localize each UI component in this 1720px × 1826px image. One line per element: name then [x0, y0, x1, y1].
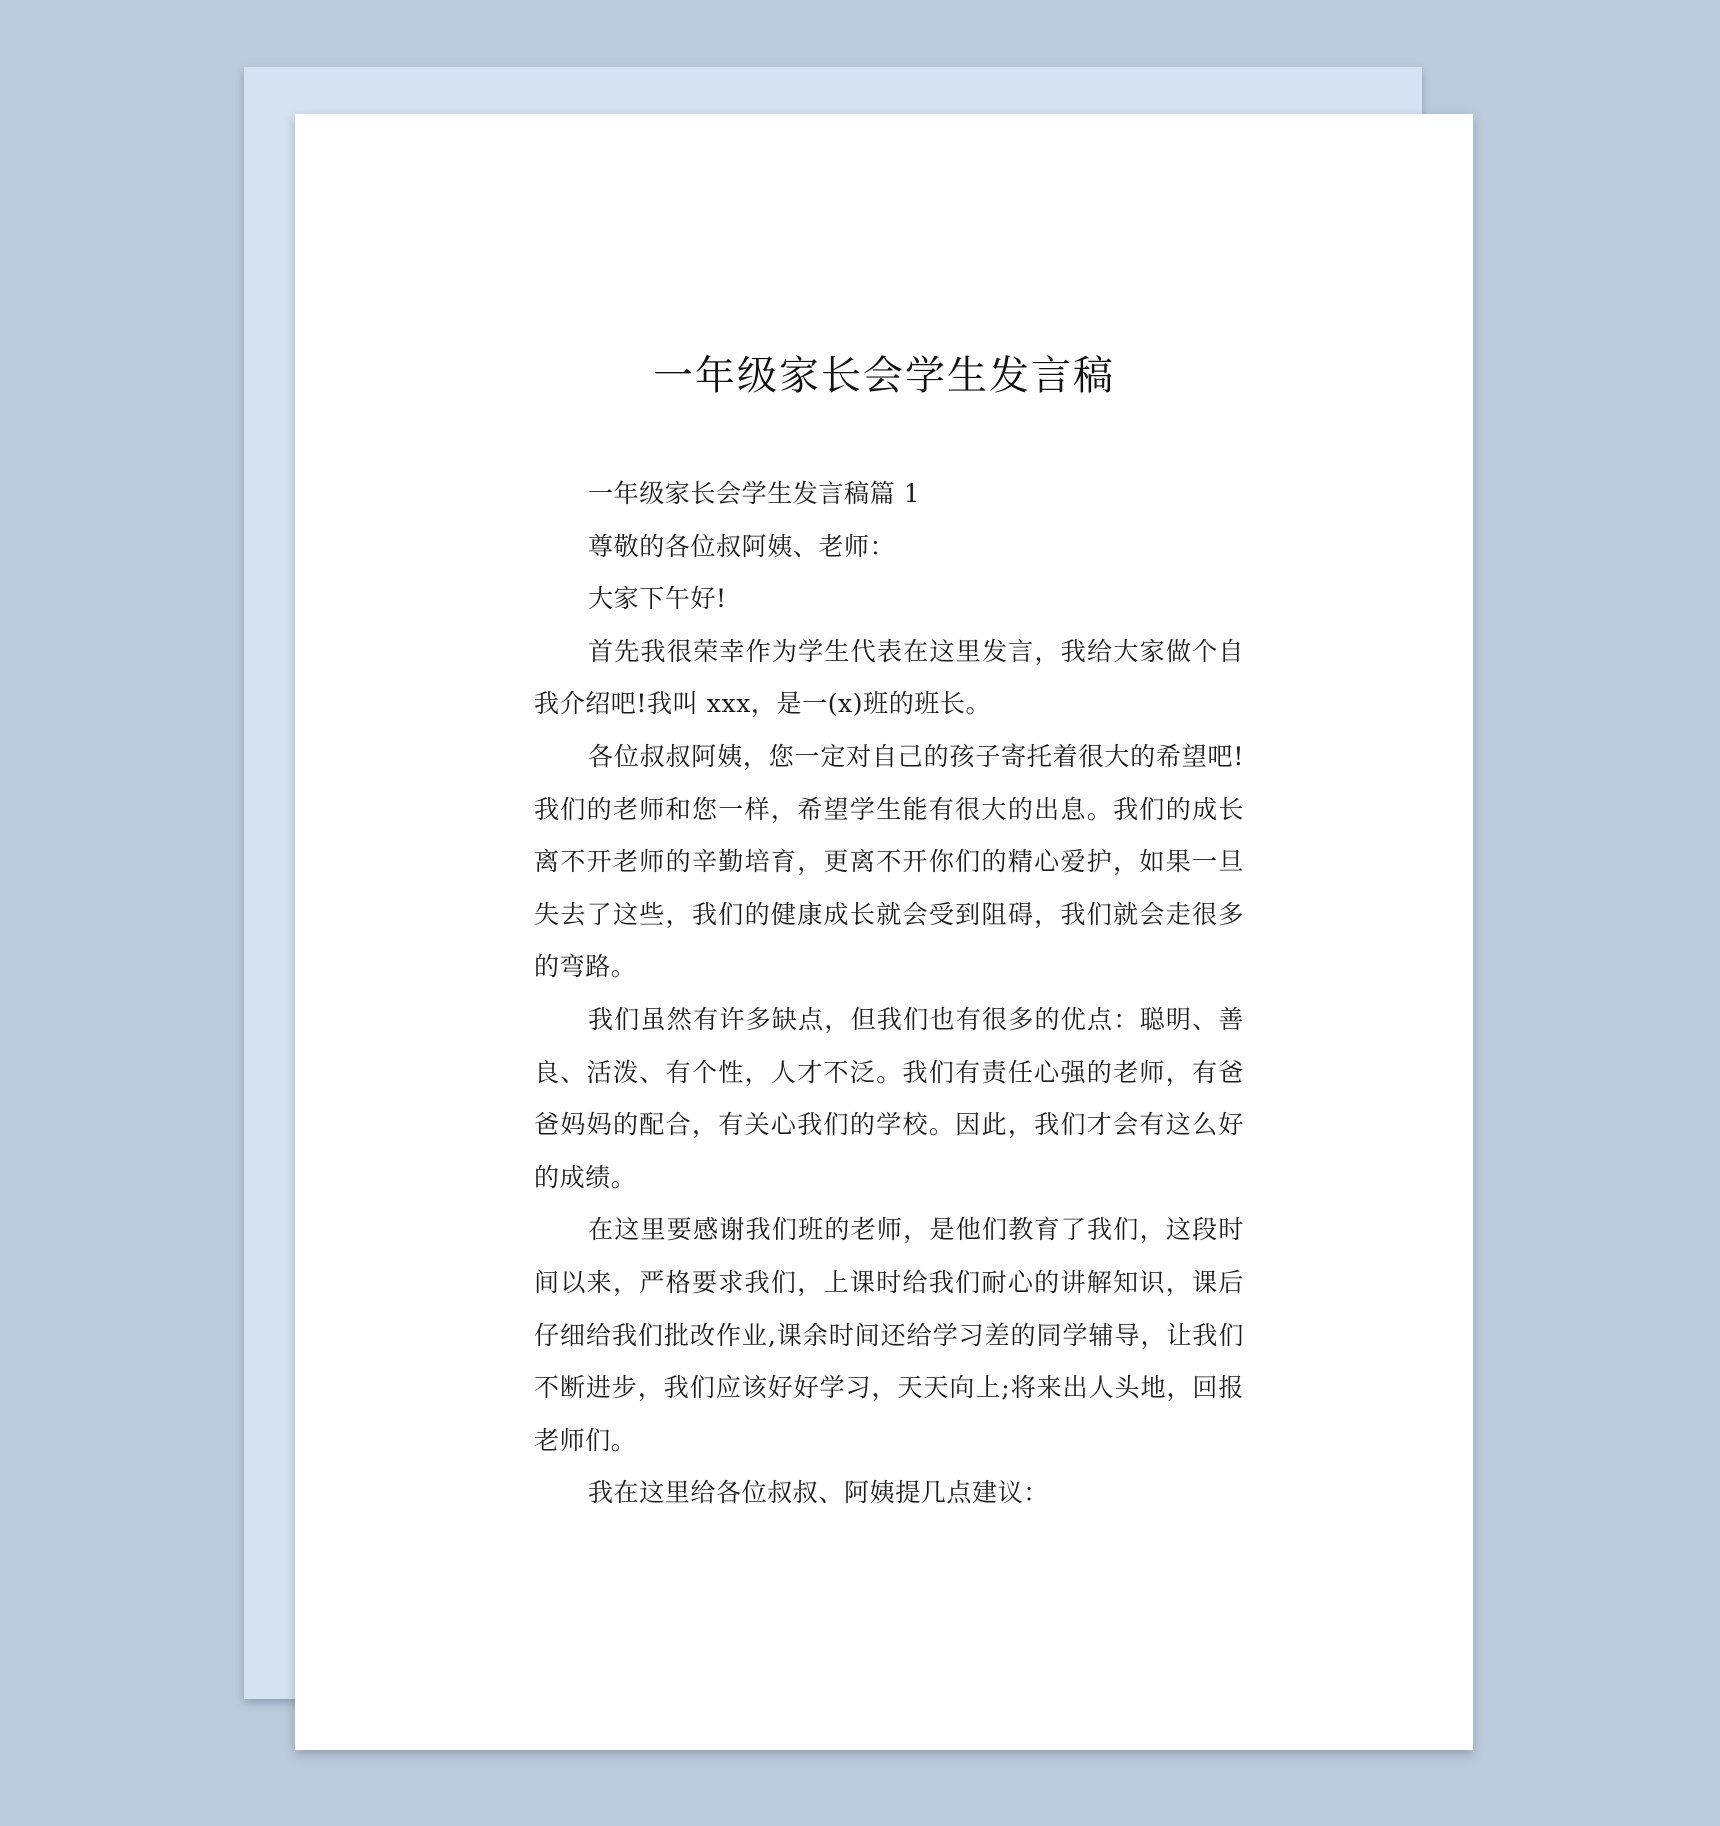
paragraph-suggestions: 我在这里给各位叔叔、阿姨提几点建议：: [588, 1478, 1049, 1508]
paragraph-strengths: 我们虽然有许多缺点，但我们也有很多的优点：聪明、善良、活泼、有个性，人才不泛。我们有责任心强的老师，有爸爸妈妈的配合，有关心我们的学校。因此，我们才会有这么好的成绩。: [534, 1004, 1244, 1192]
paragraph-parents-hope: 各位叔叔阿姨，您一定对自己的孩子寄托着很大的希望吧!我们的老师和您一样，希望学生能有很大的出息。我们的成长离不开老师的辛勤培育，更离不开你们的精心爱护，如果一旦失去了这些，我们的健康成长就会受到阻碍，我们就会走很多的弯路。: [534, 741, 1244, 982]
document-title: 一年级家长会学生发言稿: [653, 353, 1115, 399]
paragraph-salutation: 尊敬的各位叔阿姨、老师：: [588, 531, 896, 561]
paragraph-greeting: 大家下午好!: [588, 584, 727, 614]
paragraph-heading: 一年级家长会学生发言稿篇 1: [588, 479, 921, 508]
document-page: [295, 114, 1473, 1750]
document-body: [534, 468, 1244, 1520]
paragraph-introduction: 首先我很荣幸作为学生代表在这里发言，我给大家做个自我介绍吧!我叫 xxx，是一(x)班的班长。: [534, 636, 1244, 719]
paragraph-thanks-teachers: 在这里要感谢我们班的老师，是他们教育了我们，这段时间以来，严格要求我们，上课时给我们耐心的讲解知识，课后仔细给我们批改作业,课余时间还给学习差的同学辅导，让我们不断进步，我们应该好好学习，天天向上;将来出人头地，回报老师们。: [534, 1215, 1244, 1455]
